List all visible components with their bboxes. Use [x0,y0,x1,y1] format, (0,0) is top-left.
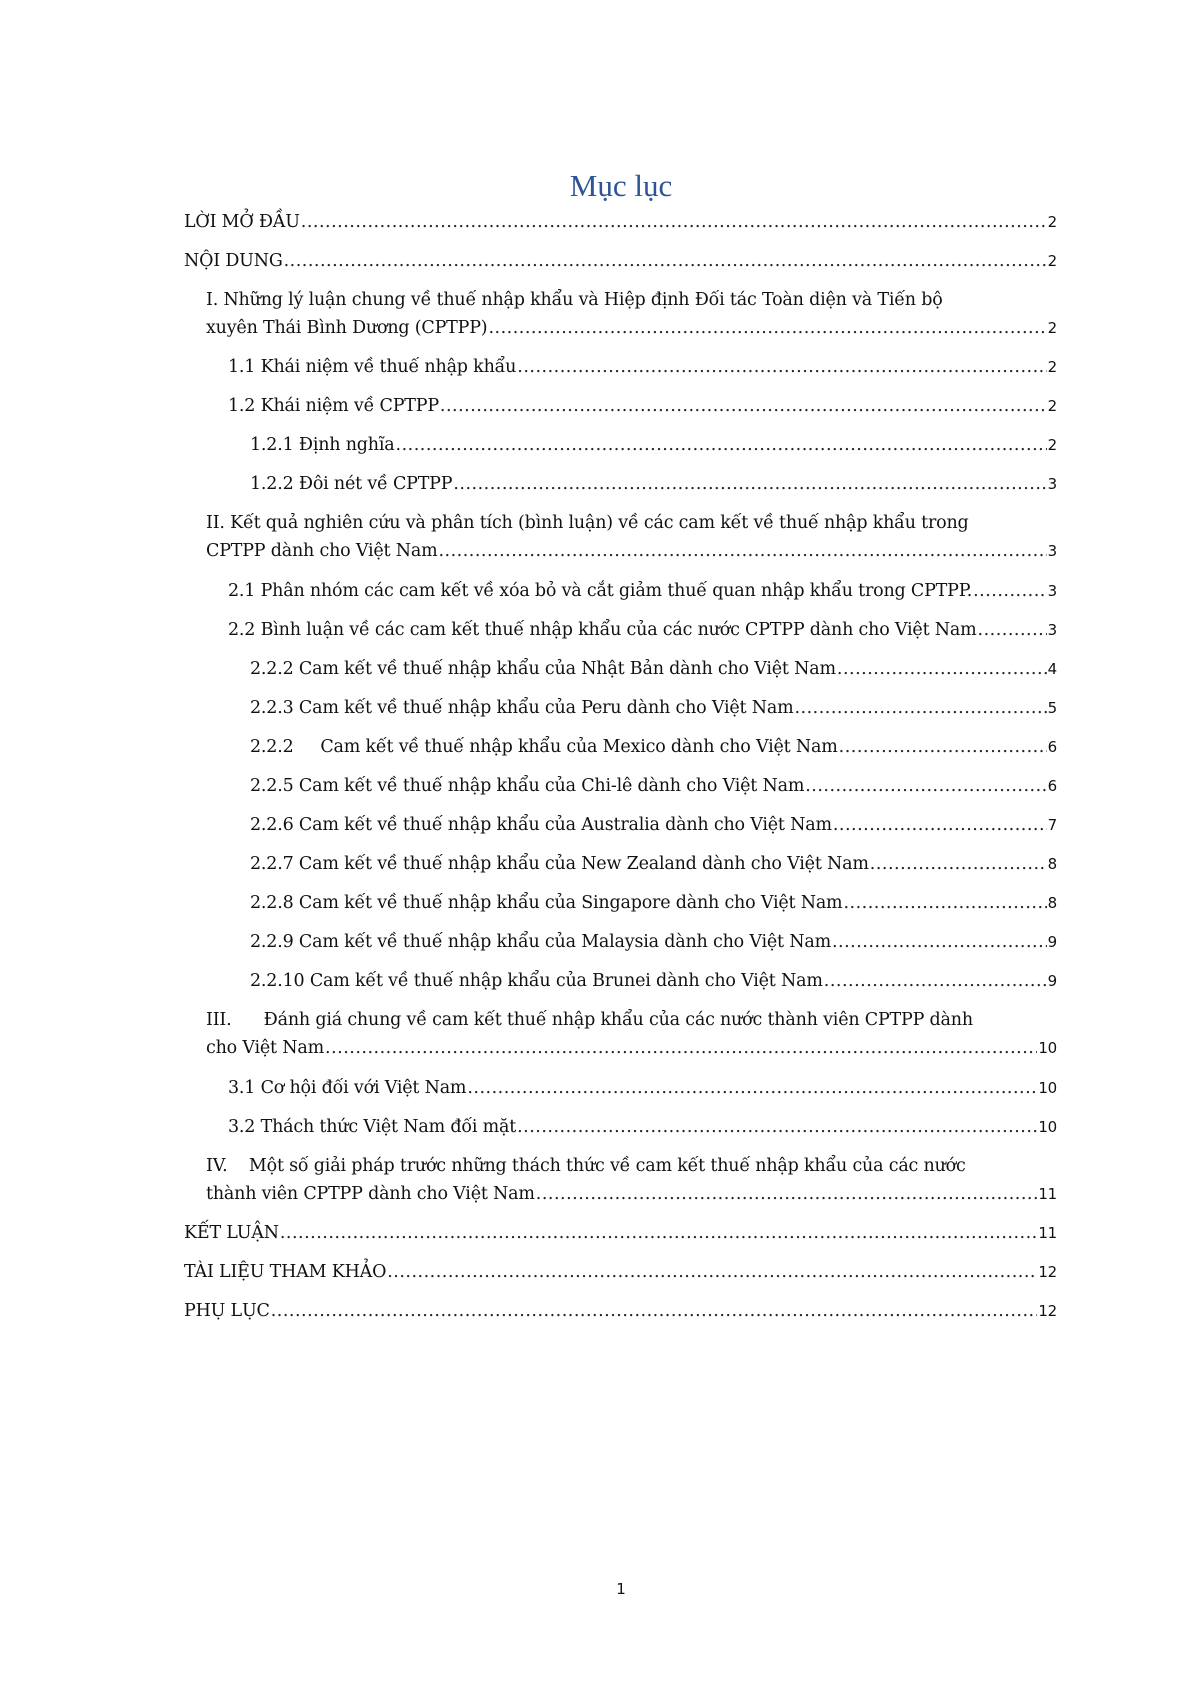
toc-page-number: 3 [1047,582,1057,600]
toc-entry-3-1[interactable] [228,1074,1057,1102]
toc-entry-text: 1.2.1 Định nghĩa [250,435,395,455]
toc-leader-dots [978,616,1047,644]
toc-entry-tai-lieu-tham-khao[interactable] [184,1258,1057,1286]
toc-leader-dots [467,1074,1037,1102]
toc-page-number: 2 [1047,397,1057,415]
toc-leader-dots [325,1034,1037,1062]
toc-entry-text: 2.2.7 Cam kết về thuế nhập khẩu của New Zealand dành cho Việt Nam [250,854,869,874]
toc-page-number: 9 [1047,933,1057,951]
toc-page-number: 10 [1038,1039,1057,1057]
toc-entry-text: 2.2 Bình luận về các cam kết thuế nhập khẩu của các nước CPTPP dành cho Việt Nam [228,620,977,640]
toc-page-number: 11 [1038,1185,1057,1203]
toc-leader-dots [488,314,1046,342]
toc-leader-dots [280,1219,1037,1247]
toc-entry-text: 1.2.2 Đôi nét về CPTPP [250,474,453,494]
toc-entry-text: KẾT LUẬN [184,1223,279,1243]
toc-leader-dots [301,208,1047,236]
toc-page-number: 12 [1038,1302,1057,1320]
toc-entry-text: 3.2 Thách thức Việt Nam đối mặt [228,1117,517,1137]
toc-entry-section-2[interactable] [206,509,1057,565]
toc-leader-dots [839,733,1047,761]
toc-leader-dots [517,353,1046,381]
toc-entry-text: 2.2.3 Cam kết về thuế nhập khẩu của Peru dành cho Việt Nam [250,698,794,718]
toc-leader-dots [453,470,1046,498]
toc-page-number: 6 [1047,777,1057,795]
toc-page-number: 9 [1047,972,1057,990]
toc-entry-2-2-2-japan[interactable] [250,655,1057,683]
toc-page-number: 2 [1047,358,1057,376]
toc-page-number: 3 [1047,475,1057,493]
toc-entry-text: NỘI DUNG [184,251,283,271]
toc-leader-dots [832,928,1047,956]
toc-entry-text: thành viên CPTPP dành cho Việt Nam [206,1184,535,1204]
toc-leader-dots [387,1258,1037,1286]
toc-entry-text-line1: II. Kết quả nghiên cứu và phân tích (bình luận) về các cam kết về thuế nhập khẩu trong [206,513,969,533]
toc-page-number: 12 [1038,1263,1057,1281]
toc-leader-dots [805,772,1046,800]
toc-entry-text: cho Việt Nam [206,1038,324,1058]
toc-page-number: 8 [1047,894,1057,912]
toc-entry-2-1[interactable] [228,577,1057,605]
toc-entry-noi-dung[interactable] [184,247,1057,275]
toc-entry-text: LỜI MỞ ĐẦU [184,212,300,232]
toc-entry-text: TÀI LIỆU THAM KHẢO [184,1262,387,1282]
toc-leader-dots [794,694,1046,722]
toc-entry-1-2[interactable] [228,392,1057,420]
toc-entry-text-line1: IV. Một số giải pháp trước những thách thức về cam kết thuế nhập khẩu của các nước [206,1156,966,1176]
toc-entry-text: 1.2 Khái niệm về CPTPP [228,396,439,416]
toc-page-number: 3 [1047,542,1057,560]
toc-leader-dots [837,655,1047,683]
toc-leader-dots [438,537,1046,565]
toc-leader-dots [440,392,1047,420]
toc-entry-text: 2.1 Phân nhóm các cam kết về xóa bỏ và cắt giảm thuế quan nhập khẩu trong CPTPP. [228,581,973,601]
toc-leader-dots [284,247,1047,275]
toc-page-number: 4 [1047,660,1057,678]
toc-page-number: 11 [1038,1224,1057,1242]
toc-page-number: 7 [1047,816,1057,834]
toc-entry-section-4[interactable] [206,1152,1057,1208]
toc-entry-2-2-10-brunei[interactable] [250,967,1057,995]
toc-leader-dots [824,967,1047,995]
toc-leader-dots [870,850,1047,878]
toc-entry-2-2-2-mexico[interactable] [250,733,1057,761]
toc-entry-section-1[interactable] [206,286,1057,342]
toc-leader-dots [973,577,1047,605]
toc-entry-text: 2.2.10 Cam kết về thuế nhập khẩu của Brunei dành cho Việt Nam [250,971,823,991]
toc-entry-text: 2.2.8 Cam kết về thuế nhập khẩu của Singapore dành cho Việt Nam [250,893,843,913]
toc-leader-dots [396,431,1047,459]
toc-entry-1-2-2[interactable] [250,470,1057,498]
toc-entry-2-2-3-peru[interactable] [250,694,1057,722]
toc-entry-1-2-1[interactable] [250,431,1057,459]
toc-leader-dots [517,1113,1037,1141]
toc-entry-3-2[interactable] [228,1113,1057,1141]
toc-page-number: 8 [1047,855,1057,873]
toc-page-number: 2 [1047,252,1057,270]
toc-page-number: 10 [1038,1118,1057,1136]
toc-entry-2-2[interactable] [228,616,1057,644]
toc-entry-phu-luc[interactable] [184,1297,1057,1325]
toc-leader-dots [833,811,1047,839]
toc-entry-text: 2.2.2 Cam kết về thuế nhập khẩu của Nhật Bản dành cho Việt Nam [250,659,836,679]
toc-entry-2-2-5-chile[interactable] [250,772,1057,800]
toc-page-number: 2 [1047,213,1057,231]
toc-entry-section-3[interactable] [206,1006,1057,1062]
page-footer-number: 1 [616,1580,626,1598]
toc-page-number: 10 [1038,1079,1057,1097]
toc-entry-2-2-8-singapore[interactable] [250,889,1057,917]
toc-entry-text-line1: I. Những lý luận chung về thuế nhập khẩu và Hiệp định Đối tác Toàn diện và Tiến bộ [206,290,943,310]
toc-leader-dots [536,1180,1038,1208]
toc-entry-text: 2.2.2 Cam kết về thuế nhập khẩu của Mexico dành cho Việt Nam [250,737,838,757]
toc-entry-text: 2.2.5 Cam kết về thuế nhập khẩu của Chi-lê dành cho Việt Nam [250,776,805,796]
toc-entry-text: CPTPP dành cho Việt Nam [206,541,438,561]
toc-page-number: 5 [1047,699,1057,717]
toc-entry-ket-luan[interactable] [184,1219,1057,1247]
toc-entry-2-2-6-australia[interactable] [250,811,1057,839]
toc-entry-2-2-7-new-zealand[interactable] [250,850,1057,878]
toc-entry-1-1[interactable] [228,353,1057,381]
toc-page-number: 3 [1047,621,1057,639]
toc-entry-text: 2.2.9 Cam kết về thuế nhập khẩu của Malaysia dành cho Việt Nam [250,932,831,952]
toc-entry-text: 3.1 Cơ hội đối với Việt Nam [228,1078,467,1098]
toc-entry-text-line1: III. Đánh giá chung về cam kết thuế nhập khẩu của các nước thành viên CPTPP dành [206,1010,973,1030]
toc-entry-text: xuyên Thái Bình Dương (CPTPP) [206,318,488,338]
toc-page-number: 6 [1047,738,1057,756]
toc-page-number: 2 [1047,436,1057,454]
toc-page-number: 2 [1047,319,1057,337]
toc-entry-2-2-9-malaysia[interactable] [250,928,1057,956]
toc-entry-text: 2.2.6 Cam kết về thuế nhập khẩu của Australia dành cho Việt Nam [250,815,832,835]
toc-leader-dots [271,1297,1038,1325]
toc-leader-dots [843,889,1046,917]
toc-entry-loi-mo-dau[interactable] [184,208,1057,236]
toc-entry-text: 1.1 Khái niệm về thuế nhập khẩu [228,357,517,377]
toc-entry-text: PHỤ LỤC [184,1301,270,1321]
toc-title: Mục lục [569,168,673,203]
